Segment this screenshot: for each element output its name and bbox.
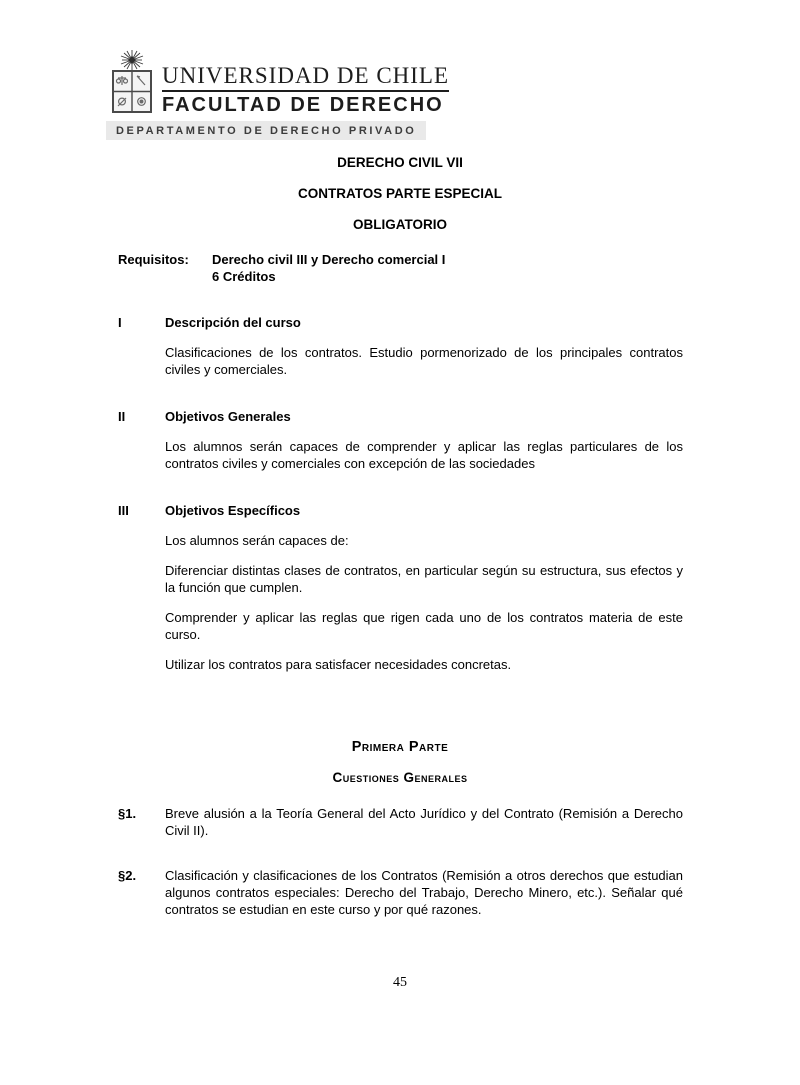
paragraph-item-1 bbox=[118, 805, 683, 839]
section-body bbox=[165, 408, 683, 472]
section-numeral: II bbox=[118, 409, 126, 424]
course-title: DERECHO CIVIL VII bbox=[337, 155, 463, 170]
section-paragraph: Utilizar los contratos para satisfacer necesidades concretas. bbox=[165, 657, 512, 672]
part-title: Primera Parte bbox=[351, 739, 449, 755]
paragraph-marker: §1. bbox=[118, 806, 137, 821]
department-banner: DEPARTAMENTO DE DERECHO PRIVADO bbox=[106, 121, 426, 140]
requisites-row bbox=[118, 251, 683, 285]
university-crest-icon bbox=[106, 50, 158, 116]
section-paragraph: Diferenciar distintas clases de contratos, en particular según su estructura, sus efectos y la función que cumplen. bbox=[165, 563, 683, 595]
paragraph-marker: §2. bbox=[118, 868, 137, 883]
section-heading: Objetivos Específicos bbox=[165, 503, 301, 518]
section-descripcion bbox=[118, 314, 683, 378]
section-paragraph: Clasificaciones de los contratos. Estudio pormenorizado de los principales contratos civiles y comerciales. bbox=[165, 345, 683, 377]
requisites-credits: 6 Créditos bbox=[212, 269, 276, 284]
university-name: UNIVERSIDAD DE CHILE bbox=[162, 63, 449, 92]
document-page bbox=[0, 50, 800, 1085]
section-paragraph: Comprender y aplicar las reglas que rigen cada uno de los contratos materia de este curso. bbox=[165, 610, 683, 642]
paragraph-item-2 bbox=[118, 867, 683, 918]
section-paragraph: Los alumnos serán capaces de comprender y aplicar las reglas particulares de los contratos civiles y comerciales con excepción de las sociedades bbox=[165, 439, 683, 471]
requisites-label: Requisitos: bbox=[118, 252, 189, 267]
section-body bbox=[165, 502, 683, 673]
section-numeral: III bbox=[118, 503, 129, 518]
requisites-courses: Derecho civil III y Derecho comercial I bbox=[212, 252, 446, 267]
paragraph-text: Breve alusión a la Teoría General del Acto Jurídico y del Contrato (Remisión a Derecho Civil II). bbox=[165, 806, 683, 838]
section-paragraph: Los alumnos serán capaces de: bbox=[165, 533, 349, 548]
department-banner-row bbox=[106, 121, 800, 140]
course-type: OBLIGATORIO bbox=[353, 217, 447, 232]
course-subtitle: CONTRATOS PARTE ESPECIAL bbox=[297, 186, 503, 201]
section-heading: Objetivos Generales bbox=[165, 409, 291, 424]
requisites-value bbox=[212, 251, 445, 285]
course-titles bbox=[0, 154, 800, 233]
section-objetivos-especificos bbox=[118, 502, 683, 673]
page-number: 45 bbox=[393, 975, 407, 990]
letterhead bbox=[106, 50, 800, 117]
section-heading: Descripción del curso bbox=[165, 315, 301, 330]
letterhead-text bbox=[162, 63, 449, 117]
section-objetivos-generales bbox=[118, 408, 683, 472]
section-numeral: I bbox=[118, 315, 122, 330]
part-subtitle: Cuestiones Generales bbox=[332, 770, 468, 785]
section-body bbox=[165, 314, 683, 378]
faculty-name: FACULTAD DE DERECHO bbox=[162, 94, 444, 116]
paragraph-text: Clasificación y clasificaciones de los Contratos (Remisión a otros derechos que estudian algunos contratos especiales: Derecho del Trabajo, Derecho Minero, etc.). Señalar qué contratos se estudian en este curso y por qué razones. bbox=[165, 868, 683, 917]
